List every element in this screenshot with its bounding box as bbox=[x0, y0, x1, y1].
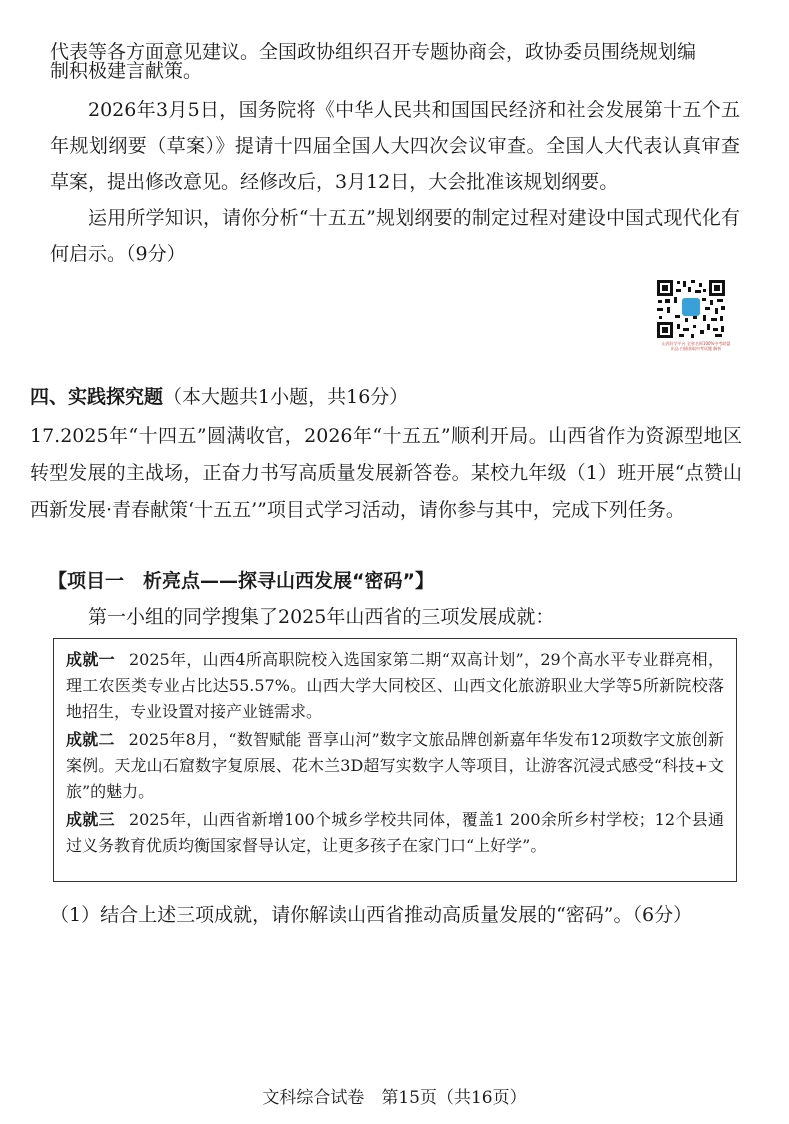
text-line: 制积极建言献策。 bbox=[50, 60, 203, 82]
project-heading: 【项目一 析亮点——探寻山西发展“密码”】 bbox=[48, 570, 434, 592]
section-note: （本大题共1小题，共16分） bbox=[163, 386, 409, 408]
achievement-text: 2025年8月，“数智赋能 晋享山河”数字文旅品牌创新嘉年华发布12项数字文旅创新案例。天龙山石窟数字复原展、花木兰3D超写实数字人等项目，让游客沉浸式感受“科技+文旅”的魅力。 bbox=[66, 730, 724, 801]
achievement-label: 成就二 bbox=[66, 730, 115, 749]
question-prompt-paragraph: 运用所学知识，请你分析“十五五”规划纲要的制定过程对建设中国式现代化有何启示。（9分） bbox=[50, 207, 740, 265]
qr-caption: 山西好学平台 全省名师100%中考联盟出品 扫描获取中考试题 解析 bbox=[661, 341, 731, 351]
achievement-label: 成就一 bbox=[66, 650, 115, 669]
qr-code-icon[interactable] bbox=[655, 278, 727, 340]
page-footer: 文科综合试卷 第15页（共16页） bbox=[262, 1088, 527, 1108]
achievement-item bbox=[66, 807, 724, 859]
text-line: 代表等各方面意见建议。全国政协组织召开专题协商会，政协委员围绕规划编 bbox=[50, 41, 697, 63]
project-intro: 第一小组的同学搜集了2025年山西省的三项发展成就： bbox=[88, 606, 555, 628]
section-heading bbox=[30, 382, 408, 412]
achievement-item bbox=[66, 647, 724, 725]
achievement-text: 2025年，山西4所高职院校入选国家第二期“双高计划”，29个高水平专业群亮相，理工农医类专业占比达55.57%。山西大学大同校区、山西文化旅游职业大学等5所新院校落地招生，专业设置对接产业链需求。 bbox=[66, 650, 724, 721]
achievement-item bbox=[66, 727, 724, 805]
question-17 bbox=[30, 418, 742, 529]
achievements-box bbox=[53, 638, 737, 882]
subquestion-1: （1）结合上述三项成就，请你解读山西省推动高质量发展的“密码”。（6分） bbox=[50, 904, 693, 926]
paragraph-npc-review: 2026年3月5日，国务院将《中华人民共和国国民经济和社会发展第十五个五年规划纲要（草案）》提请十四届全国人大四次会议审查。全国人大代表认真审查草案，提出修改意见。经修改后，3月12日，大会批准该规划纲要。 bbox=[50, 99, 740, 193]
question-number: 17. bbox=[30, 425, 61, 447]
section-title: 四、实践探究题 bbox=[30, 386, 164, 408]
achievement-label: 成就三 bbox=[66, 810, 115, 829]
achievement-text: 2025年，山西省新增100个城乡学校共同体，覆盖1 200余所乡村学校；12个县通过义务教育优质均衡国家督导认定，让更多孩子在家门口“上好学”。 bbox=[66, 810, 724, 855]
question-text: 2025年“十四五”圆满收官，2026年“十五五”顺利开局。山西省作为资源型地区转型发展的主战场，正奋力书写高质量发展新答卷。某校九年级（1）班开展“点赞山西新发展·青春献策‘十五五’”项目式学习活动，请你参与其中，完成下列任务。 bbox=[30, 425, 742, 521]
qr-code-block[interactable] bbox=[655, 278, 765, 370]
